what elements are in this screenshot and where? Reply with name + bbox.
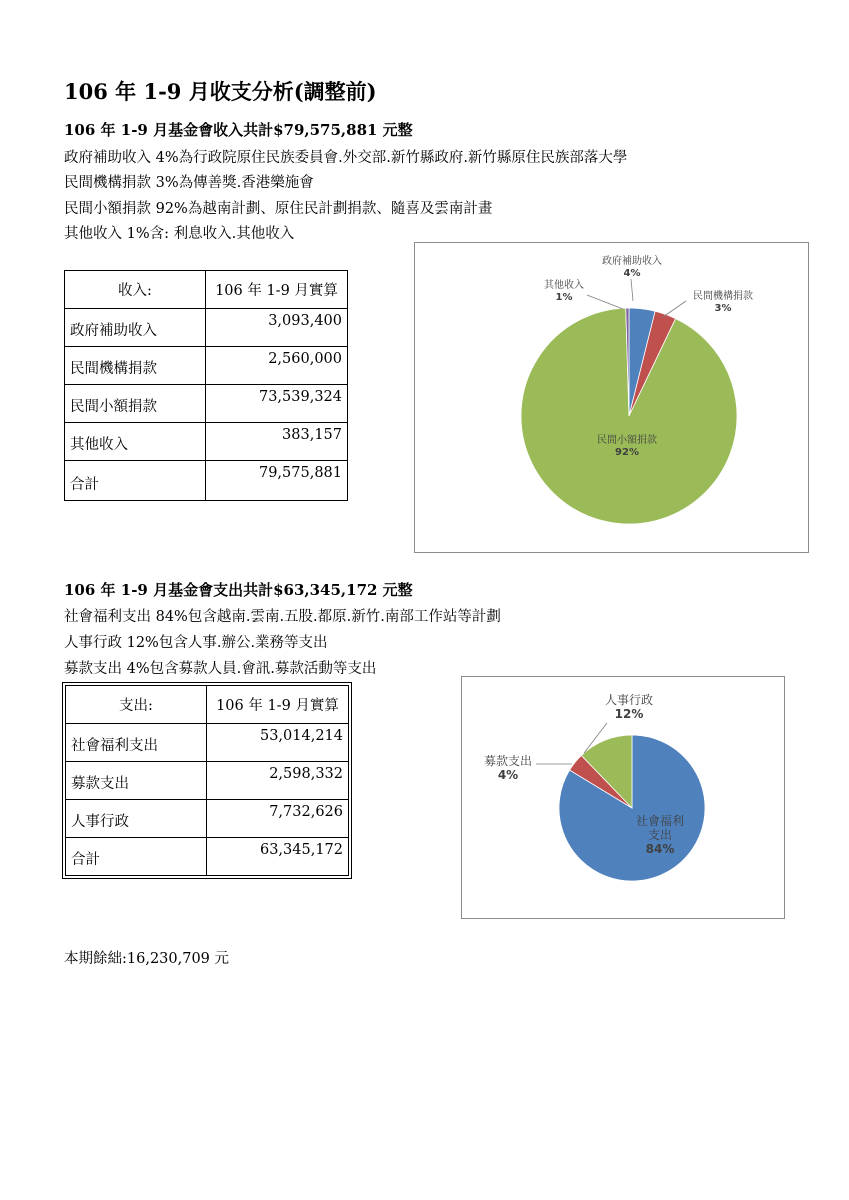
page-title: 106 年 1-9 月收支分析(調整前) xyxy=(64,79,377,104)
table-row xyxy=(65,423,348,461)
income-row-label: 政府補助收入 xyxy=(65,309,206,347)
table-row xyxy=(65,309,348,347)
expense-row-amount: 2,598,332 xyxy=(207,762,349,800)
slice-percent-0: 4% xyxy=(623,268,641,279)
balance-summary: 本期餘絀:16,230,709 元 xyxy=(64,951,230,967)
table-row xyxy=(66,724,349,762)
leader-line-0 xyxy=(631,279,633,301)
slice-label-1: 募款支出 xyxy=(483,754,533,768)
expense-line-welfare: 社會福利支出 84%包含越南.雲南.五股.都原.新竹.南部工作站等計劃 xyxy=(64,609,501,625)
expense-row-amount: 53,014,214 xyxy=(207,724,349,762)
expense-row-label: 募款支出 xyxy=(66,762,207,800)
slice-percent-2: 92% xyxy=(615,447,639,458)
slice-label-0: 政府補助收入 xyxy=(602,256,662,267)
income-table-header xyxy=(65,271,348,309)
slice-label-1: 民間機構捐款 xyxy=(693,291,753,302)
table-row-total xyxy=(66,838,349,876)
slice-percent-3: 1% xyxy=(555,292,573,303)
table-row-total xyxy=(65,461,348,501)
table-row xyxy=(65,347,348,385)
slice-label-0: 支出 xyxy=(647,828,673,842)
income-line-gov: 政府補助收入 4%為行政院原住民族委員會.外交部.新竹縣政府.新竹縣原住民族部落大學 xyxy=(64,150,628,166)
expense-line-admin: 人事行政 12%包含人事.辦公.業務等支出 xyxy=(64,635,328,651)
slice-percent-2: 12% xyxy=(614,707,644,721)
leader-line-1 xyxy=(663,301,686,317)
income-header-period: 106 年 1-9 月實算 xyxy=(206,271,348,309)
income-row-amount: 3,093,400 xyxy=(206,309,348,347)
income-heading: 106 年 1-9 月基金會收入共計$79,575,881 元整 xyxy=(64,121,413,139)
table-row xyxy=(66,800,349,838)
expense-total-amount: 63,345,172 xyxy=(207,838,349,876)
expense-table xyxy=(65,685,349,876)
expense-heading: 106 年 1-9 月基金會支出共計$63,345,172 元整 xyxy=(64,581,413,599)
expense-row-label: 人事行政 xyxy=(66,800,207,838)
expense-pie-chart xyxy=(461,676,785,919)
slice-label-0: 社會福利 xyxy=(635,814,685,828)
expense-pie-svg xyxy=(462,677,784,918)
slice-label-2: 民間小額捐款 xyxy=(597,435,657,446)
income-row-label: 民間機構捐款 xyxy=(65,347,206,385)
expense-line-fundraising: 募款支出 4%包含募款人員.會訊.募款活動等支出 xyxy=(64,661,377,677)
income-pie-svg xyxy=(415,243,808,552)
income-row-amount: 73,539,324 xyxy=(206,385,348,423)
table-row xyxy=(66,762,349,800)
table-row xyxy=(65,385,348,423)
leader-line-3 xyxy=(587,295,623,309)
income-header-label: 收入: xyxy=(65,271,206,309)
income-line-other: 其他收入 1%含: 利息收入.其他收入 xyxy=(64,226,295,242)
income-line-org: 民間機構捐款 3%為傳善獎.香港樂施會 xyxy=(64,175,314,191)
income-row-amount: 2,560,000 xyxy=(206,347,348,385)
income-pie-chart xyxy=(414,242,809,553)
income-total-amount: 79,575,881 xyxy=(206,461,348,501)
expense-header-label: 支出: xyxy=(66,686,207,724)
income-line-small: 民間小額捐款 92%為越南計劃、原住民計劃捐款、隨喜及雲南計畫 xyxy=(64,201,493,217)
expense-header-period: 106 年 1-9 月實算 xyxy=(207,686,349,724)
income-row-label: 民間小額捐款 xyxy=(65,385,206,423)
slice-percent-1: 3% xyxy=(714,303,732,314)
slice-percent-1: 4% xyxy=(497,768,519,782)
income-row-amount: 383,157 xyxy=(206,423,348,461)
income-row-label: 其他收入 xyxy=(65,423,206,461)
slice-label-2: 人事行政 xyxy=(604,693,654,707)
slice-percent-0: 84% xyxy=(645,842,675,856)
expense-row-amount: 7,732,626 xyxy=(207,800,349,838)
expense-total-label: 合計 xyxy=(66,838,207,876)
slice-label-3: 其他收入 xyxy=(544,280,584,291)
expense-row-label: 社會福利支出 xyxy=(66,724,207,762)
expense-table-header xyxy=(66,686,349,724)
income-total-label: 合計 xyxy=(65,461,206,501)
income-table xyxy=(64,270,348,501)
